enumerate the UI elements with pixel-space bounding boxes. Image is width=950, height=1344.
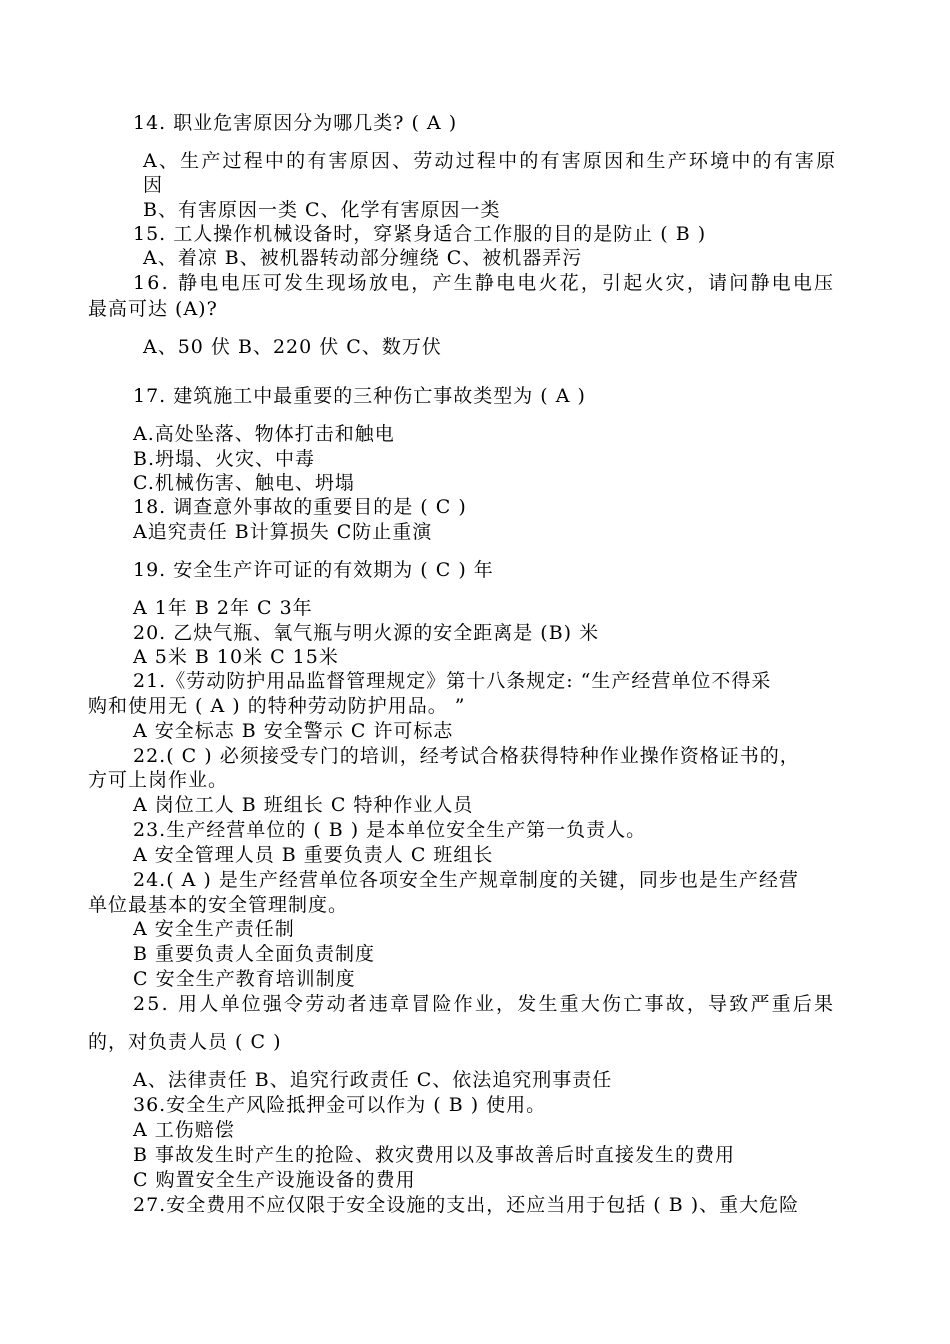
q25-question: 25. 用人单位强令劳动者违章冒险作业，发生重大伤亡事故，导致严重后果 xyxy=(133,993,836,1015)
q24-option-b: B 重要负责人全面负责制度 xyxy=(133,943,376,965)
q27-question: 27.安全费用不应仅限于安全设施的支出，还应当用于包括 ( B )、重大危险 xyxy=(133,1194,800,1216)
q20-options: A 5米 B 10米 C 15米 xyxy=(133,646,339,668)
q36-option-b: B 事故发生时产生的抢险、救灾费用以及事故善后时直接发生的费用 xyxy=(133,1144,736,1166)
q19-options: A 1年 B 2年 C 3年 xyxy=(133,597,313,619)
q17-option-a: A.高处坠落、物体打击和触电 xyxy=(133,423,395,445)
q16-options: A、50 伏 B、220 伏 C、数万伏 xyxy=(143,336,442,358)
q36-option-c: C 购置安全生产设施设备的费用 xyxy=(133,1169,416,1191)
q17-question: 17. 建筑施工中最重要的三种伤亡事故类型为 ( A ) xyxy=(133,385,586,407)
q24-option-a: A 安全生产责任制 xyxy=(133,918,295,940)
q18-question: 18. 调查意外事故的重要目的是 ( C ) xyxy=(133,496,467,518)
q21-question-cont: 购和使用无 ( A ) 的特种劳动防护用品。 ” xyxy=(88,695,466,717)
q20-question: 20. 乙炔气瓶、氧气瓶与明火源的安全距离是 (B) 米 xyxy=(133,622,600,644)
q18-options: A追究责任 B计算损失 C防止重演 xyxy=(133,521,433,543)
q36-question: 36.安全生产风险抵押金可以作为 ( B ) 使用。 xyxy=(133,1094,547,1116)
q25-options: A、法律责任 B、追究行政责任 C、依法追究刑事责任 xyxy=(133,1069,613,1091)
q36-option-a: A 工伤赔偿 xyxy=(133,1119,235,1141)
q22-question: 22.( C ) 必须接受专门的培训，经考试合格获得特种作业操作资格证书的， xyxy=(133,745,800,767)
q14-options-bc: B、有害原因一类 C、化学有害原因一类 xyxy=(143,199,501,221)
q14-option-a: A、生产过程中的有害原因、劳动过程中的有害原因和生产环境中的有害原 xyxy=(143,150,838,172)
q15-question: 15. 工人操作机械设备时，穿紧身适合工作服的目的是防止 ( B ) xyxy=(133,223,707,245)
q14-option-a-cont: 因 xyxy=(143,174,164,196)
q24-question-cont: 单位最基本的安全管理制度。 xyxy=(88,894,349,916)
q24-option-c: C 安全生产教育培训制度 xyxy=(133,968,356,990)
q24-question: 24.( A ) 是生产经营单位各项安全生产规章制度的关键，同步也是生产经营 xyxy=(133,869,799,891)
q17-option-c: C.机械伤害、触电、坍塌 xyxy=(133,472,355,494)
q14-question: 14. 职业危害原因分为哪几类? ( A ) xyxy=(133,112,458,134)
q17-option-b: B.坍塌、火灾、中毒 xyxy=(133,448,316,470)
q23-question: 23.生产经营单位的 ( B ) 是本单位安全生产第一负责人。 xyxy=(133,819,647,841)
q23-options: A 安全管理人员 B 重要负责人 C 班组长 xyxy=(133,844,494,866)
q19-question: 19. 安全生产许可证的有效期为 ( C ) 年 xyxy=(133,559,494,581)
q22-question-cont: 方可上岗作业。 xyxy=(88,769,229,791)
q21-options: A 安全标志 B 安全警示 C 许可标志 xyxy=(133,720,454,742)
q21-question: 21.《劳动防护用品监督管理规定》第十八条规定: “生产经营单位不得采 xyxy=(133,670,772,692)
q16-question: 16. 静电电压可发生现场放电，产生静电电火花，引起火灾，请问静电电压 xyxy=(133,272,836,294)
q15-options: A、着凉 B、被机器转动部分缠绕 C、被机器弄污 xyxy=(143,247,583,269)
q16-question-cont: 最高可达 (A)? xyxy=(88,298,218,320)
q22-options: A 岗位工人 B 班组长 C 特种作业人员 xyxy=(133,794,474,816)
q25-question-cont: 的，对负责人员 ( C ) xyxy=(88,1031,282,1053)
